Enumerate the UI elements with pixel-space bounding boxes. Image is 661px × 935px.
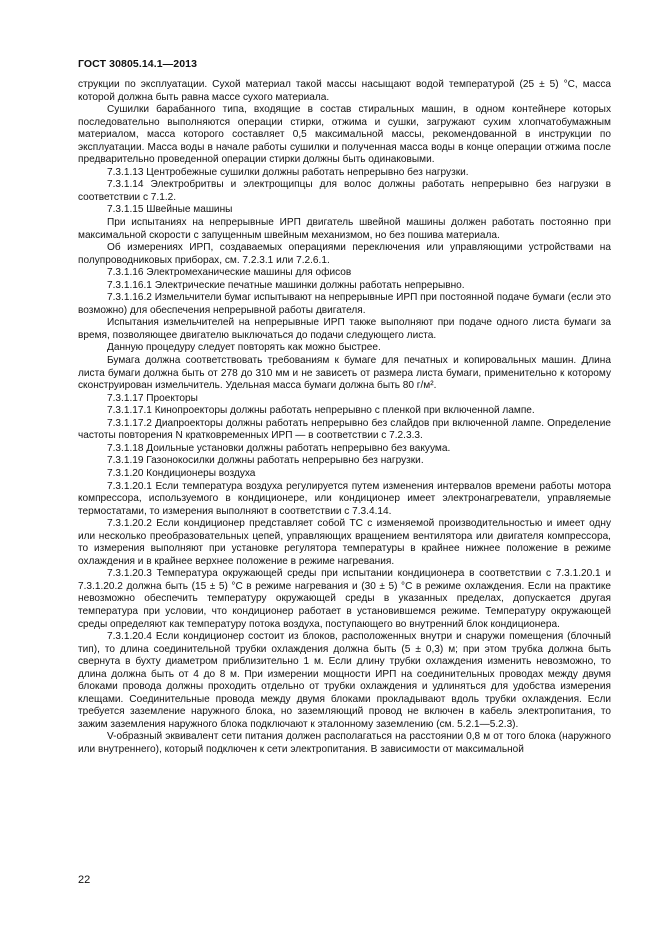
paragraph: 7.3.1.18 Доильные установки должны работать непрерывно без вакуума. — [107, 442, 451, 454]
paragraph: 7.3.1.17.2 Диапроекторы должны работать непрерывно без слайдов при включенной лампе. Определение частоты повторения N кратковременных ИРП — в соответствии с 7.2.3.3. — [78, 417, 611, 442]
section-heading: 7.3.1.16 Электромеханические машины для офисов — [107, 267, 352, 279]
paragraph: 7.3.1.13 Центробежные сушилки должны работать непрерывно без нагрузки. — [107, 166, 469, 178]
paragraph: Бумага должна соответствовать требованиям к бумаге для печатных и копировальных машин. Длина листа бумаги должна быть от 278 до 310 мм и не зависеть от размера листа бумаги, применительно к которому сконструирован измельчитель. Удельная масса бумаги должна быть 80 г/м². — [78, 355, 611, 392]
paragraph: 7.3.1.20.3 Температура окружающей среды при испытании кондиционера в соответствии с 7.3.1.20.1 и 7.3.1.20.2 должна быть (15 ± 5) °С в режиме нагревания и (30 ± 5) °С в режиме охлаждения. Если на практике невозможно обеспечить температуру окружающей среды в указанных пределах, допускается другая температура при условии, что кондиционер работает в установившемся режиме. Температуру окружающей среды определяют как температуру потока воздуха, поступающего во внутренний блок кондиционера. — [78, 568, 611, 630]
paragraph: V-образный эквивалент сети питания должен располагаться на расстоянии 0,8 м от того блока (наружного или внутреннего), который подключен к сети электропитания. В зависимости от максимальной — [78, 731, 611, 755]
paragraph: 7.3.1.20.2 Если кондиционер представляет собой ТС с изменяемой производительностью и имеет одну или несколько преобразовательных цепей, управляющих вращением вентилятора или двигателя компрессора, то измерения выполняют при установке регулятора температуры в крайнее нижнее положение в режиме охлаждения и в крайнее верхнее положение в режиме нагревания. — [78, 518, 611, 567]
paragraph: 7.3.1.20.4 Если кондиционер состоит из блоков, расположенных внутри и снаружи помещения (блочный тип), то длина соединительной трубки охлаждения должна быть (5 ± 0,3) м; при этом трубка должна быть свернута в бухту диаметром приблизительно 1 м. Если длину трубки охлаждения изменить невозможно, то длина должна быть от 4 до 8 м. При измерении мощности ИРП на соединительных проводах между двумя блоками провода должны проходить отдельно от трубки охлаждения и удлиняться для удобства измерения клещами. Соединительные провода между двумя блоками прокладывают вдоль трубки охлаждения. Если требуется заземление наружного блока, но заземляющий провод не включен в кабель электропитания, то зажим заземления наружного блока подключают к эталонному заземлению (см. 5.2.1—5.2.3). — [78, 631, 611, 730]
section-heading: 7.3.1.20 Кондиционеры воздуха — [107, 467, 256, 479]
paragraph: Об измерениях ИРП, создаваемых операциями переключения или управляющими устройствами на полупроводниковых приборах, см. 7.2.3.1 или 7.2.6.1. — [78, 242, 611, 266]
body-text — [78, 79, 611, 757]
paragraph: Сушилки барабанного типа, входящие в состав стиральных машин, в одном контейнере которых последовательно выполняются операции стирки, отжима и сушки, загружают сухим хлопчатобумажным материалом, масса которого составляет 0,5 максимальной массы, рекомендованной в инструкции по эксплуатации. Масса воды в начале работы сушилки и полученная масса воды в конце операции отжима после предварительно проведенной операции стирки должны быть одинаковыми. — [78, 104, 611, 166]
paragraph: 7.3.1.19 Газонокосилки должны работать непрерывно без нагрузки. — [107, 455, 424, 467]
section-heading: 7.3.1.15 Швейные машины — [107, 204, 233, 216]
paragraph: Данную процедуру следует повторять как можно быстрее. — [107, 342, 381, 354]
paragraph: Испытания измельчителей на непрерывные ИРП также выполняют при подаче одного листа бумаги за время, позволяющее двигателю выключаться до подачи следующего листа. — [78, 317, 611, 341]
section-heading: 7.3.1.17 Проекторы — [107, 392, 198, 404]
document-header: ГОСТ 30805.14.1—2013 — [78, 58, 198, 70]
paragraph: 7.3.1.16.2 Измельчители бумаг испытывают на непрерывные ИРП при постоянной подаче бумаги (если это возможно) для обеспечения непрерывной работы двигателя. — [78, 292, 611, 316]
paragraph: 7.3.1.17.1 Кинопроекторы должны работать непрерывно с пленкой при включенной лампе. — [107, 405, 535, 417]
paragraph: 7.3.1.20.1 Если температура воздуха регулируется путем изменения интервалов времени работы мотора компрессора, используемого в кондиционере, или кондиционер имеет электронагреватели, управляемые термостатами, то измерения выполняют в соответствии с 7.3.4.14. — [78, 480, 611, 517]
paragraph: 7.3.1.16.1 Электрические печатные машинки должны работать непрерывно. — [107, 279, 465, 291]
paragraph: При испытаниях на непрерывные ИРП двигатель швейной машины должен работать постоянно при максимальной скорости с запущенным швейным механизмом, но без пошива материала. — [78, 217, 611, 241]
page-number: 22 — [78, 874, 91, 886]
paragraph: струкции по эксплуатации. Сухой материал такой массы насыщают водой температурой (25 ± 5) °С, масса которой должна быть равна массе сухого материала. — [78, 79, 611, 103]
paragraph: 7.3.1.14 Электробритвы и электрощипцы для волос должны работать непрерывно без нагрузки в соответствии с 7.1.2. — [78, 179, 611, 203]
